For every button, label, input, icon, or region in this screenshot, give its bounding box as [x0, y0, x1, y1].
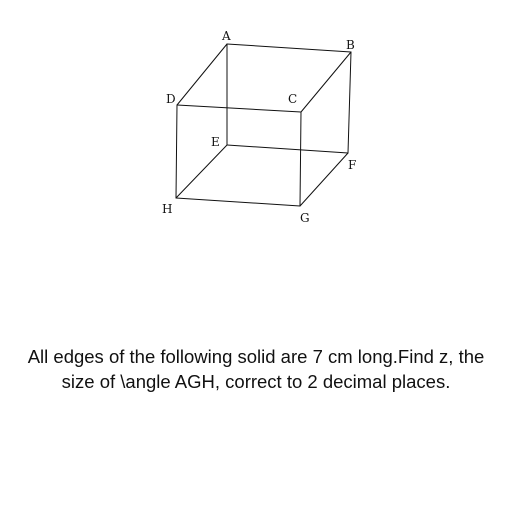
vertex-label-f: F	[348, 158, 357, 172]
vertex-label-e: E	[211, 135, 220, 149]
edge-he	[176, 145, 227, 198]
edge-cg	[300, 112, 301, 206]
vertex-label-a: A	[222, 29, 231, 43]
vertex-label-d: D	[166, 92, 176, 106]
vertex-label-g: G	[300, 211, 310, 225]
edge-dh	[176, 105, 177, 198]
vertex-labels	[162, 29, 356, 225]
edge-fg	[300, 153, 348, 206]
edge-cd	[177, 105, 301, 112]
edge-ef	[227, 145, 348, 153]
edge-bf	[348, 52, 351, 153]
vertex-label-b: B	[346, 38, 355, 52]
cube-edges	[176, 44, 351, 206]
vertex-label-c: C	[288, 92, 298, 106]
edge-ab	[227, 44, 351, 52]
question-text: All edges of the following solid are 7 cm long.Find z, the size of \angle AGH, correct to 2 decimal places.	[27, 346, 485, 392]
edge-gh	[176, 198, 300, 206]
edge-bc	[301, 52, 351, 112]
vertex-label-h: H	[162, 202, 173, 216]
edge-da	[177, 44, 227, 105]
